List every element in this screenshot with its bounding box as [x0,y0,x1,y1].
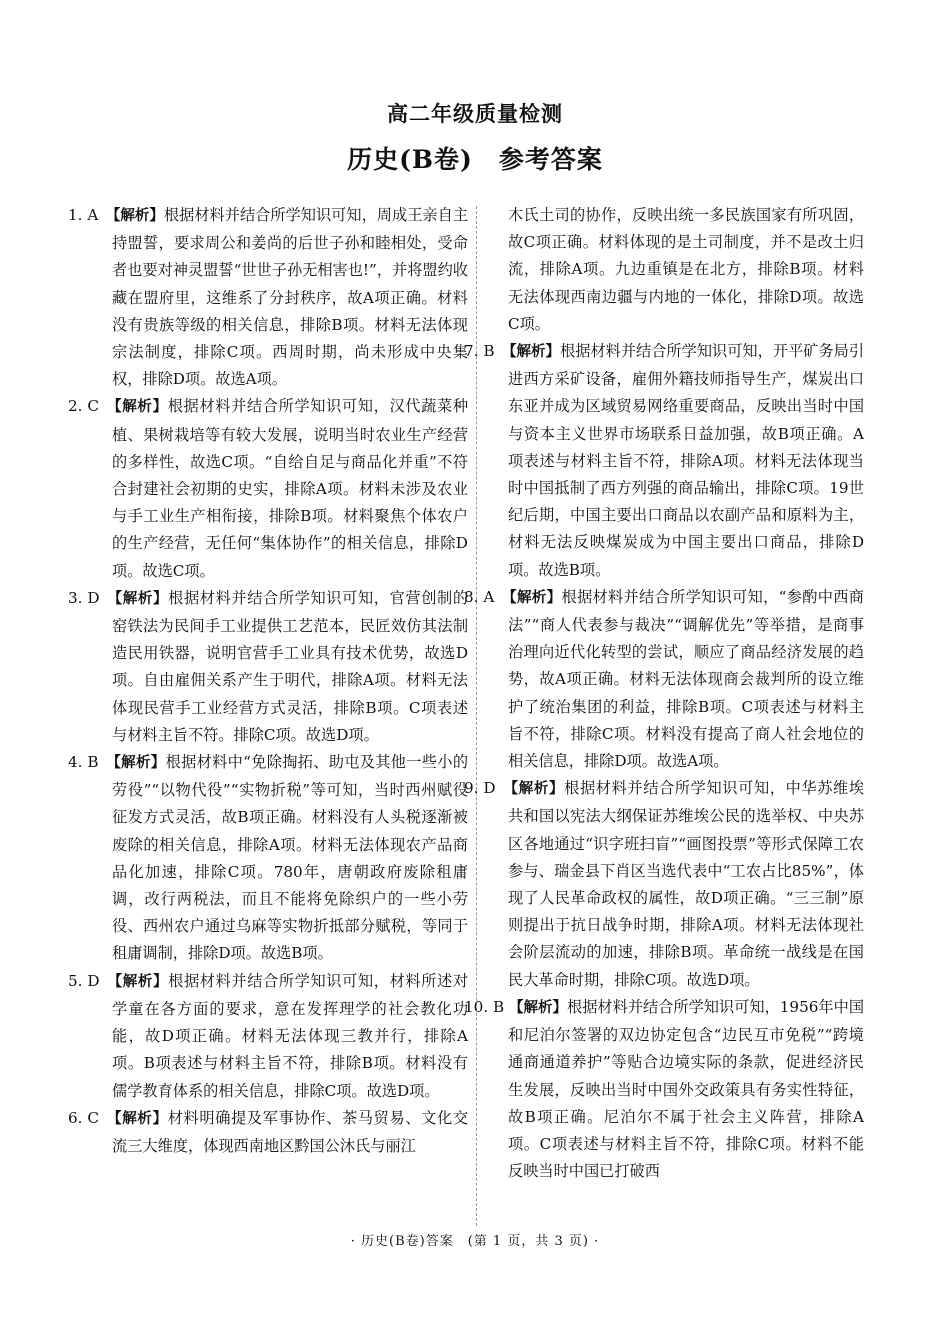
answer-text: 材料明确提及军事协作、茶马贸易、文化交流三大维度，体现西南地区黔国公沐氏与丽江 [112,1108,469,1155]
left-column [68,202,469,1160]
answer-text: 根据材料并结合所学知识可知，官营创制的窑铁法为民间手工业提供工艺范本，民匠效仿其法制造民用铁器，说明官营手工业具有技术优势，故选D项。自由雇佣关系产生于明代，排除A项。材料无法体现民营手工业经营方式灵活，排除B项。C项表述与材料主旨不符。排除C项。故选D项。 [112,588,469,744]
answer-item [68,1105,469,1160]
analysis-tag: 【解析】 [105,208,164,224]
answer-text: 根据材料并结合所学知识可知，周成王亲自主持盟誓，要求周公和姜尚的后世子孙和睦相处，受命者也要对神灵盟誓“世世子孙无相害也!”，并将盟约收藏在盟府里，这维系了分封秩序，故A项正确。材料没有贵族等级的相关信息，排除B项。材料无法体现宗法制度，排除C项。西周时期，尚未形成中央集权，排除D项。故选A项。 [112,206,469,389]
answer-number: 3. D [68,588,100,607]
page-subtitle: 历史(B卷) 参考答案 [347,145,603,174]
analysis-tag: 【解析】 [107,399,168,416]
page-footer: · 历史(B卷)答案 (第 1 页，共 3 页) · [350,1234,600,1249]
answer-item [68,968,469,1105]
analysis-tag: 【解析】 [502,344,561,361]
answer-number: 9. D [464,779,496,798]
answer-continuation: 木氏土司的协作，反映出统一多民族国家有所巩固，故C项正确。材料体现的是土司制度，并不是改土归流，排除A项。九边重镇是在北方，排除B项。材料无法体现西南边疆与内地的一体化，排除D项。故选C项。 [508,206,864,333]
answer-item [464,584,864,775]
analysis-tag: 【解析】 [107,1110,168,1127]
answer-number: 5. D [68,971,100,990]
answer-text: 根据材料并结合所学知识可知，开平矿务局引进西方采矿设备，雇佣外籍技师指导生产，煤炭出口东亚并成为区域贸易网络重要商品，反映出当时中国与资本主义世界市场联系日益加强，故B项正确。A项表述与材料主旨不符，排除A项。材料无法体现当时中国抵制了西方列强的商品输出，排除C项。19世纪后期，中国主要出口商品以农副产品和原料为主，材料无法反映煤炭成为中国主要出口商品，排除D项。故选B项。 [508,342,865,579]
answer-number: 8. A [464,587,495,606]
answer-number: 4. B [68,753,99,772]
answer-number: 6. C [68,1108,99,1127]
answer-text: 根据材料并结合所学知识可知，中华苏维埃共和国以宪法大纲保证苏维埃公民的选举权、中央苏区各地通过“识字班扫盲”“画图投票”等形式保障工农参与、瑞金县下肖区当选代表中“工农占比85%”，体现了人民革命政权的属性，故D项正确。“三三制”原则提出于抗日战争时期，排除A项。材料无法体现社会阶层流动的加速，排除B项。革命统一战线是在国民大革命时期，排除C项。故选D项。 [508,779,865,989]
answer-item [68,393,469,584]
answer-number: 10. B [464,997,505,1016]
analysis-tag: 【解析】 [106,755,166,772]
answer-text: 根据材料并结合所学知识可知，“参酌中西商法”“商人代表参与裁决”“调解优先”等举措，是商事治理向近代化转型的尝试，顺应了商品经济发展的趋势，故A项正确。材料无法体现商会裁判所的设立维护了统治集团的利益，排除B项。C项表述与材料主旨不符，排除C项。材料没有提高了商人社会地位的相关信息，排除D项。故选A项。 [508,587,864,771]
analysis-tag: 【解析】 [107,973,169,990]
answer-text: 根据材料并结合所学知识可知，1956年中国和尼泊尔签署的双边协定包含“边民互市免税”“跨境通商通道养护”等贴合边境实际的条款，促进经济民生发展，反映出当时中国外交政策具有务实性特征，故B项正确。尼泊尔不属于社会主义阵营，排除A项。C项表述与材料主旨不符，排除C项。材料不能反映当时中国已打破西 [508,997,865,1181]
answer-item [68,585,469,749]
answer-number: 1. A [68,206,99,224]
answer-item [68,202,469,393]
analysis-tag: 【解析】 [502,589,562,606]
answer-item [464,994,865,1185]
answer-text: 根据材料中“免除掏拓、助屯及其他一些小的劳役”“以物代役”“实物折税”等可知，当时西州赋役征发方式灵活，故B项正确。材料没有人头税逐渐被废除的相关信息，排除A项。材料无法体现农产品商品化加速，排除C项。780年，唐朝政府废除租庸调，改行两税法，而且不能将免除织户的一些小劳役、西州农户通过乌麻等实物折抵部分赋税，等同于租庸调制，排除D项。故选B项。 [112,753,469,963]
answer-item [68,749,469,968]
answer-number: 7. B [464,342,495,361]
analysis-tag: 【解析】 [107,590,169,607]
answer-text: 根据材料并结合所学知识可知，材料所述对学童在各方面的要求，意在发挥理学的社会教化功能，故D项正确。材料无法体现三教并行，排除A项。B项表述与材料主旨不符，排除B项。材料没有儒学教育体系的相关信息，排除C项。故选D项。 [112,971,469,1100]
answer-item [464,775,865,994]
answer-text: 根据材料并结合所学知识可知，汉代蔬菜种植、果树栽培等有较大发展，说明当时农业生产经营的多样性，故选C项。“自给自足与商品化并重”不符合封建社会初期的史实，排除A项。材料未涉及农业与手工业生产相衔接，排除B项。材料聚焦个体农户的生产经营，无任何“集体协作”的相关信息，排除D项。故选C项。 [112,397,469,580]
right-column [464,202,865,1185]
analysis-tag: 【解析】 [509,999,568,1016]
page-title: 高二年级质量检测 [387,101,563,126]
answer-item [464,338,865,584]
answer-number: 2. C [68,397,99,416]
analysis-tag: 【解析】 [503,781,565,798]
